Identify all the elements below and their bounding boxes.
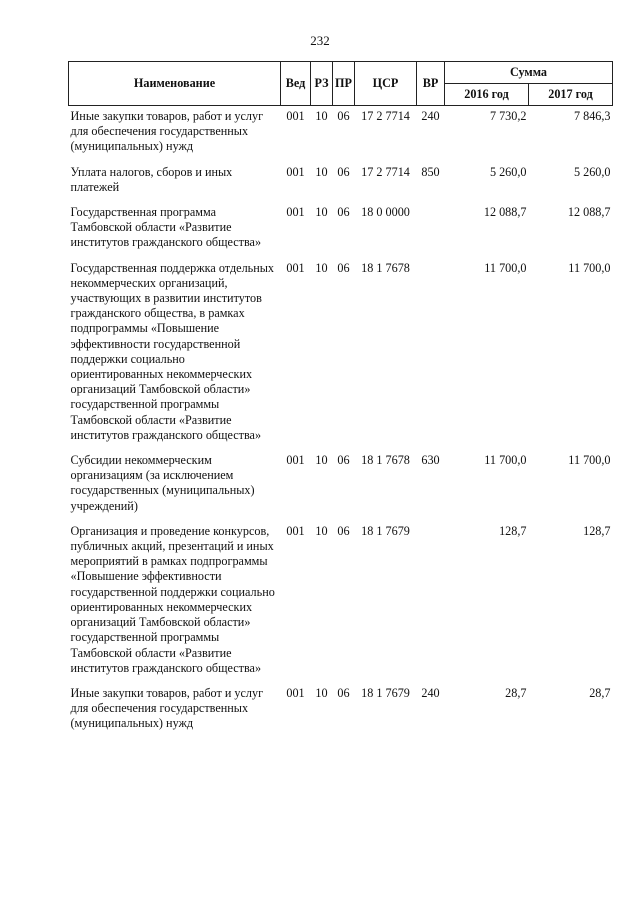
row-sum-2017: 7 846,3 [573, 109, 611, 123]
row-ved: 001 [286, 164, 305, 179]
header-year-2016: 2016 год [445, 84, 529, 106]
budget-table [68, 61, 613, 740]
row-rz: 10 [315, 164, 328, 179]
header-vr: ВР [417, 62, 445, 106]
row-csr: 17 2 7714 [361, 109, 410, 123]
row-pr: 06 [337, 205, 350, 220]
header-year-2017: 2017 год [529, 84, 613, 106]
row-sum-2017: 12 088,7 [567, 205, 611, 220]
row-name: Субсидии некоммерческим организациям (за исключением государственных (муниципальных) учреждений) [70, 453, 255, 513]
page-number: 232 [310, 33, 330, 48]
row-sum-2016: 11 700,0 [484, 260, 527, 275]
row-sum-2016: 7 730,2 [489, 109, 527, 123]
row-name: Организация и проведение конкурсов, публичных акций, презентаций и иных мероприятий в рамках подпрограммы «Повышение эффективности государственной поддержки социально ориентированных некоммерческих организаций Тамбовской области» государственной программы Тамбовской области «Развитие институтов гражданского общества» [70, 523, 275, 675]
row-ved: 001 [286, 685, 305, 700]
row-pr: 06 [337, 164, 350, 179]
row-rz: 10 [315, 523, 328, 538]
row-pr: 06 [337, 260, 350, 275]
table-row [69, 259, 613, 451]
row-ved: 001 [286, 109, 305, 123]
header-pr: ПР [333, 62, 355, 106]
row-pr: 06 [337, 109, 350, 123]
row-vr: 240 [421, 109, 440, 123]
row-pr: 06 [337, 685, 350, 700]
header-name: Наименование [69, 62, 281, 106]
row-csr: 17 2 7714 [361, 164, 410, 179]
row-csr: 18 1 7678 [361, 453, 410, 468]
table-row [69, 106, 613, 163]
table-row [69, 163, 613, 203]
row-pr: 06 [337, 453, 350, 468]
header-sum: Сумма [445, 62, 613, 84]
row-ved: 001 [286, 260, 305, 275]
row-rz: 10 [315, 260, 328, 275]
row-vr: 850 [421, 164, 440, 179]
row-ved: 001 [286, 523, 305, 538]
row-rz: 10 [315, 685, 328, 700]
row-sum-2017: 5 260,0 [573, 164, 611, 179]
row-name: Уплата налогов, сборов и иных платежей [70, 164, 233, 194]
row-vr [417, 259, 445, 451]
row-name: Иные закупки товаров, работ и услуг для обеспечения государственных (муниципальных) нужд [70, 109, 264, 154]
row-csr: 18 1 7678 [361, 260, 410, 275]
header-csr: ЦСР [355, 62, 417, 106]
row-csr: 18 1 7679 [361, 523, 410, 538]
row-csr: 18 0 0000 [361, 205, 410, 220]
row-vr [417, 522, 445, 684]
row-sum-2016: 5 260,0 [489, 164, 527, 179]
row-rz: 10 [315, 109, 328, 123]
row-name: Государственная программа Тамбовской области «Развитие институтов гражданского общества» [70, 205, 262, 250]
row-rz: 10 [315, 453, 328, 468]
row-sum-2016: 11 700,0 [484, 453, 527, 468]
table-row [69, 451, 613, 522]
row-sum-2016: 12 088,7 [483, 205, 527, 220]
row-vr: 240 [421, 685, 440, 700]
row-sum-2017: 128,7 [583, 523, 611, 538]
row-sum-2017: 11 700,0 [568, 260, 611, 275]
row-sum-2016: 128,7 [499, 523, 527, 538]
row-sum-2017: 28,7 [589, 685, 611, 700]
row-ved: 001 [286, 205, 305, 220]
row-sum-2016: 28,7 [505, 685, 527, 700]
row-csr: 18 1 7679 [361, 685, 410, 700]
header-ved: Вед [281, 62, 311, 106]
table-row [69, 203, 613, 259]
row-pr: 06 [337, 523, 350, 538]
row-sum-2017: 11 700,0 [568, 453, 611, 468]
row-rz: 10 [315, 205, 328, 220]
table-row [69, 684, 613, 740]
row-vr [417, 203, 445, 259]
row-ved: 001 [286, 453, 305, 468]
header-rz: РЗ [311, 62, 333, 106]
row-vr: 630 [421, 453, 440, 468]
table-row [69, 522, 613, 684]
row-name: Государственная поддержка отдельных некоммерческих организаций, участвующих в развитии институтов гражданского общества, в рамках подпрограммы «Повышение эффективности государственной поддержки социально ориентированных некоммерческих организаций Тамбовской области» государственной программы Тамбовской области «Развитие институтов гражданского общества» [70, 260, 275, 442]
row-name: Иные закупки товаров, работ и услуг для обеспечения государственных (муниципальных) нужд [70, 685, 264, 731]
